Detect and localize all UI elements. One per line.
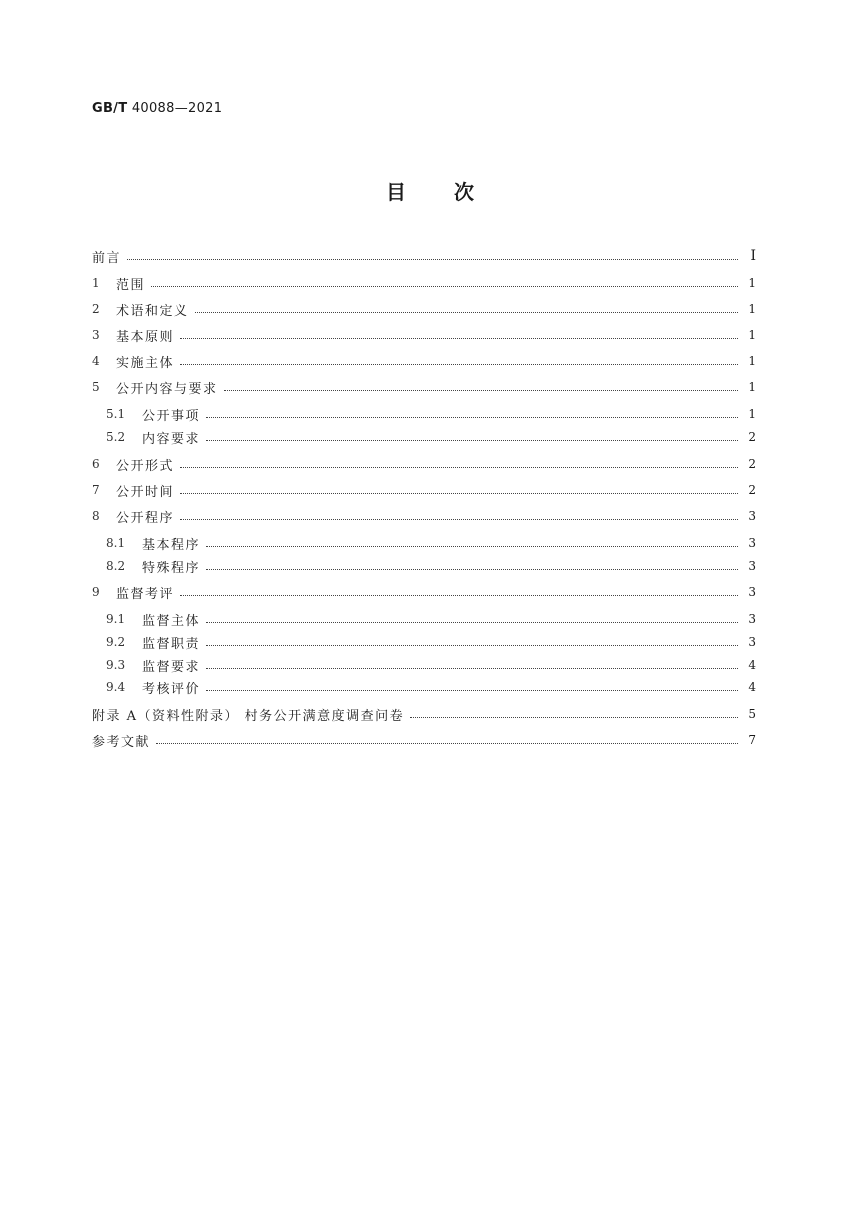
toc-entry-page-number: 3 [748, 509, 756, 523]
toc-entry-page-number: 4 [748, 658, 756, 672]
toc-entry[interactable] [106, 555, 756, 577]
toc-dot-leader [195, 311, 738, 313]
toc-dot-leader [206, 545, 738, 547]
toc-entry-label: 公开时间 [116, 484, 175, 500]
standard-prefix: GB/T [92, 101, 128, 116]
toc-entry-number: 9 [92, 585, 100, 599]
toc-entry-number: 4 [92, 354, 100, 368]
toc-entry-page-number: 3 [748, 559, 756, 573]
toc-entry-number: 6 [92, 457, 100, 471]
toc-entry-page-number: 1 [748, 380, 756, 394]
toc-entry-label: 术语和定义 [116, 303, 189, 319]
toc-entry-page-number: 3 [748, 612, 756, 626]
toc-entry-page-number: 5 [748, 707, 756, 721]
toc-entry-page-number: 1 [748, 407, 756, 421]
toc-dot-leader [156, 742, 738, 744]
toc-dot-leader [206, 667, 738, 669]
toc-dot-leader [206, 568, 738, 570]
toc-entry-number: 9.3 [106, 658, 126, 672]
toc-entry[interactable] [106, 426, 756, 448]
toc-dot-leader [206, 416, 738, 418]
toc-entry-label: 基本原则 [116, 329, 175, 345]
toc-entry[interactable] [92, 298, 756, 320]
standard-number: 40088—2021 [131, 101, 223, 116]
toc-dot-leader [180, 337, 738, 339]
toc-dot-leader [180, 363, 738, 365]
toc-dot-leader [206, 621, 738, 623]
toc-entry-number: 3 [92, 328, 100, 342]
toc-dot-leader [180, 466, 738, 468]
toc-entry-page-number: 1 [748, 276, 756, 290]
toc-entry-number: 2 [92, 302, 100, 316]
toc-entry-label: 基本程序 [142, 537, 201, 553]
toc-entry[interactable] [92, 581, 756, 603]
toc-dot-leader [206, 689, 738, 691]
toc-entry-label: 范围 [116, 277, 146, 293]
toc-entry-page-number: 4 [748, 680, 756, 694]
toc-entry-number: 7 [92, 483, 100, 497]
toc-entry-page-number: 1 [748, 302, 756, 316]
toc-entry-label: 参考文献 [92, 734, 151, 750]
toc-entry-page-number: 3 [748, 635, 756, 649]
page-title: 目次 [386, 180, 522, 204]
toc-entry-page-number: I [750, 248, 756, 264]
toc-dot-leader [206, 439, 738, 441]
toc-entry-label: 前言 [92, 250, 122, 266]
toc-dot-leader [224, 389, 738, 391]
toc-entry-number: 5.2 [106, 430, 126, 444]
toc-entry-label: 考核评价 [142, 681, 201, 697]
toc-entry-label: 附录 A（资料性附录） 村务公开满意度调查问卷 [92, 708, 405, 724]
toc-entry[interactable] [92, 245, 756, 267]
toc-entry[interactable] [106, 631, 756, 653]
toc-entry-page-number: 3 [748, 536, 756, 550]
toc-entry-page-number: 2 [748, 430, 756, 444]
toc-entry[interactable] [92, 453, 756, 475]
toc-entry-number: 8.2 [106, 559, 126, 573]
toc-entry-number: 5 [92, 380, 100, 394]
toc-entry-label: 特殊程序 [142, 560, 201, 576]
toc-entry[interactable] [106, 654, 756, 676]
toc-entry[interactable] [92, 479, 756, 501]
toc-entry-label: 监督要求 [142, 659, 201, 675]
toc-entry-number: 1 [92, 276, 100, 290]
toc-entry-label: 公开形式 [116, 458, 175, 474]
toc-entry-number: 9.1 [106, 612, 126, 626]
toc-entry-number: 9.2 [106, 635, 126, 649]
toc-entry-number: 9.4 [106, 680, 126, 694]
toc-entry-label: 公开内容与要求 [116, 381, 218, 397]
toc-entry-label: 监督职责 [142, 636, 201, 652]
toc-entry[interactable] [92, 729, 756, 751]
toc-entry-label: 监督主体 [142, 613, 201, 629]
toc-dot-leader [206, 644, 738, 646]
toc-entry-label: 内容要求 [142, 431, 201, 447]
toc-dot-leader [410, 716, 738, 718]
toc-entry[interactable] [92, 703, 756, 725]
toc-entry-label: 公开程序 [116, 510, 175, 526]
toc-entry[interactable] [92, 350, 756, 372]
toc-entry-label: 公开事项 [142, 408, 201, 424]
toc-dot-leader [180, 518, 738, 520]
toc-entry-page-number: 2 [748, 483, 756, 497]
toc-entry-number: 8.1 [106, 536, 126, 550]
toc-entry-number: 8 [92, 509, 100, 523]
toc-dot-leader [180, 492, 738, 494]
toc-dot-leader [151, 285, 738, 287]
toc-entry-number: 5.1 [106, 407, 126, 421]
toc-entry-page-number: 1 [748, 328, 756, 342]
toc-entry[interactable] [92, 505, 756, 527]
toc-entry-page-number: 1 [748, 354, 756, 368]
toc-entry[interactable] [106, 403, 756, 425]
toc-entry[interactable] [92, 272, 756, 294]
toc-entry[interactable] [92, 376, 756, 398]
toc-entry[interactable] [106, 532, 756, 554]
toc-entry-label: 实施主体 [116, 355, 175, 371]
standard-code [92, 101, 222, 116]
toc-dot-leader [180, 594, 738, 596]
toc-dot-leader [127, 258, 738, 260]
toc-entry-label: 监督考评 [116, 586, 175, 602]
toc-entry[interactable] [106, 608, 756, 630]
toc-entry-page-number: 2 [748, 457, 756, 471]
toc-entry-page-number: 3 [748, 585, 756, 599]
toc-entry[interactable] [92, 324, 756, 346]
toc-entry[interactable] [106, 676, 756, 698]
toc-entry-page-number: 7 [748, 733, 756, 747]
